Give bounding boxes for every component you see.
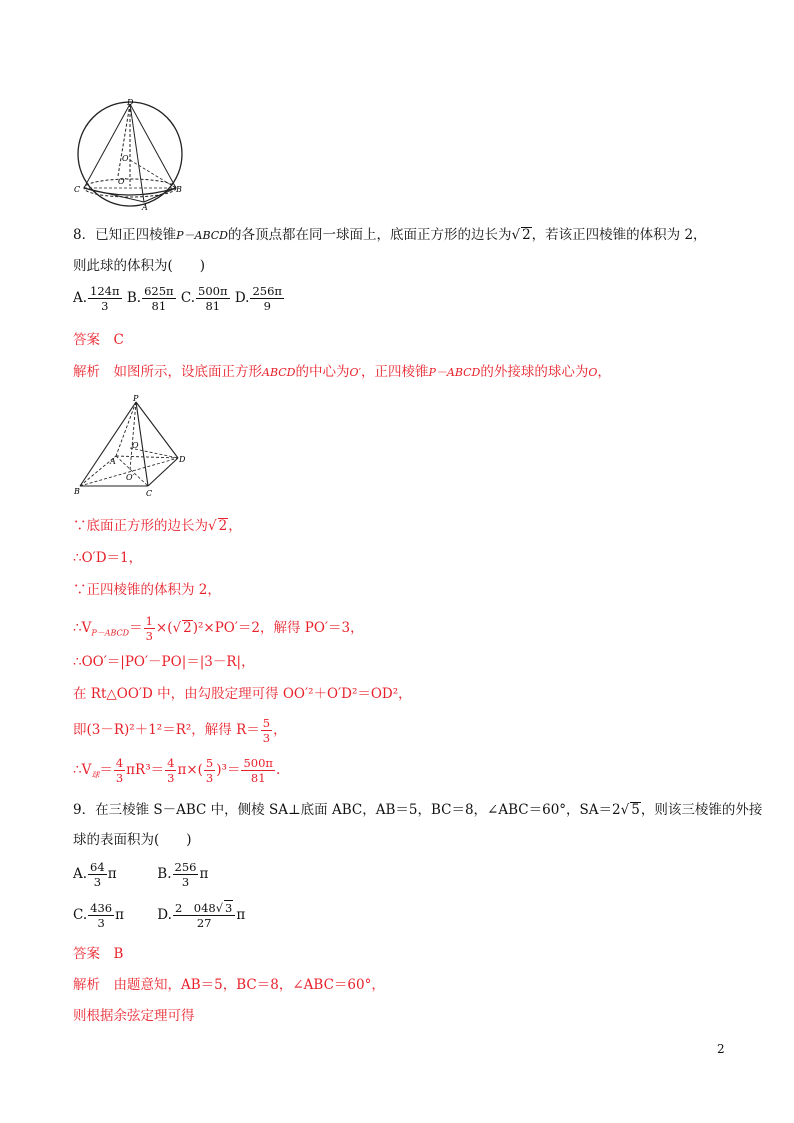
figure2-label-o: O [132, 441, 139, 450]
q9-answer: 答案 B [73, 946, 124, 962]
q9-stem-line1: 9．在三棱锥 S－ABC 中，侧棱 SA⊥底面 ABC，AB＝5，BC＝8，∠ABC＝60°，SA＝2√ 5，则该三棱锥的外接 [73, 802, 763, 818]
q8-stem-line1: 8．已知正四棱锥P－ABCD的各顶点都在同一球面上，底面正方形的边长为√ 2，若该正四棱锥的体积为 2， [73, 227, 707, 243]
sphere-pyramid-figure [72, 98, 188, 210]
figure2-label-b: B [74, 487, 80, 496]
q8-option-c[interactable]: C. $\frac{500\pi}{81}$ [180, 284, 228, 313]
q8-options [73, 284, 285, 313]
q8-stem-text: ，若该正四棱锥的体积为 2， [531, 227, 707, 243]
q8-step-2: ∴O′D＝1， [73, 550, 143, 566]
page-number: 2 [717, 1042, 725, 1056]
figure1-label-d: D [127, 98, 134, 107]
q8-option-b[interactable]: B. $\frac{625\pi}{81}$ [126, 284, 174, 313]
q9-analysis-line2: 则根据余弦定理可得 [73, 1008, 195, 1024]
figure2-label-p: P [133, 394, 139, 403]
q8-step-8: $\therefore V_球=$ $\frac{4}{3}$ πR³＝ $\frac{4}{3}$ π×( $\frac{5}{3}$ )³＝ $\frac{500\pi}{81}$ . [73, 756, 281, 785]
q8-step-4: $\therefore V_{P-ABCD}=$ $\frac{1}{3}$ ×(√ 2)²×PO′＝2，解得 PO′＝3， [73, 614, 364, 643]
figure2-label-d: D [179, 455, 186, 464]
figure2-label-a: A [110, 457, 116, 466]
q8-step-5: ∴OO′＝|PO′－PO|＝|3－R|， [73, 654, 255, 670]
q8-stem-pyramid: P－ABCD [176, 229, 228, 242]
q9-option-b[interactable]: B. $\frac{256}{3}$ π [157, 860, 209, 889]
q9-options-row1 [73, 860, 208, 889]
figure1-label-o: O [122, 154, 129, 163]
q8-step-7: 即(3－R)²＋1²＝R²，解得 R＝ $\frac{5}{3}$ ， [73, 716, 287, 745]
q9-option-a[interactable]: A. $\frac{64}{3}$ π [73, 860, 117, 889]
q8-stem-line2: 则此球的体积为( ) [73, 258, 206, 274]
figure2-label-c: C [146, 489, 153, 498]
figure1-label-a: A [142, 203, 148, 210]
q8-step-6: 在 Rt△OO′D 中，由勾股定理可得 OO′²＋O′D²＝OD²， [73, 686, 412, 702]
q8-step-1: ∵底面正方形的边长为√ 2， [73, 518, 242, 534]
q8-option-a[interactable]: A. $\frac{124\pi}{3}$ [73, 284, 120, 313]
q8-answer: 答案 C [73, 332, 124, 348]
q9-options-row2 [73, 900, 245, 930]
pyramid-figure [72, 392, 192, 502]
q8-option-d[interactable]: D. $\frac{256\pi}{9}$ [234, 284, 282, 313]
figure1-label-c: C [74, 185, 81, 194]
figure2-label-o1: O′ [126, 473, 135, 482]
q9-analysis: 解析 由题意知，AB＝5，BC＝8，∠ABC＝60°， [73, 977, 385, 993]
q8-stem-text: 的各顶点都在同一球面上，底面正方形的边长为 [227, 227, 512, 243]
q8-analysis-intro: 解析 如图所示，设底面正方形ABCD的中心为O′，正四棱锥P－ABCD的外接球的球心为O， [73, 364, 611, 380]
q8-step-3: ∵正四棱锥的体积为 2， [73, 582, 221, 598]
figure1-label-b: B [176, 185, 182, 194]
q8-stem-sqrt: 2 [522, 227, 531, 243]
figure1-label-o1: O′ [118, 177, 127, 186]
q9-option-d[interactable]: D. $\frac{2 048√ 3}{27}$ π [157, 901, 246, 930]
q9-stem-line2: 球的表面积为( ) [73, 832, 192, 848]
q8-stem-text: 8．已知正四棱锥 [73, 227, 177, 243]
q9-option-c[interactable]: C. $\frac{436}{3}$ π [73, 900, 124, 930]
